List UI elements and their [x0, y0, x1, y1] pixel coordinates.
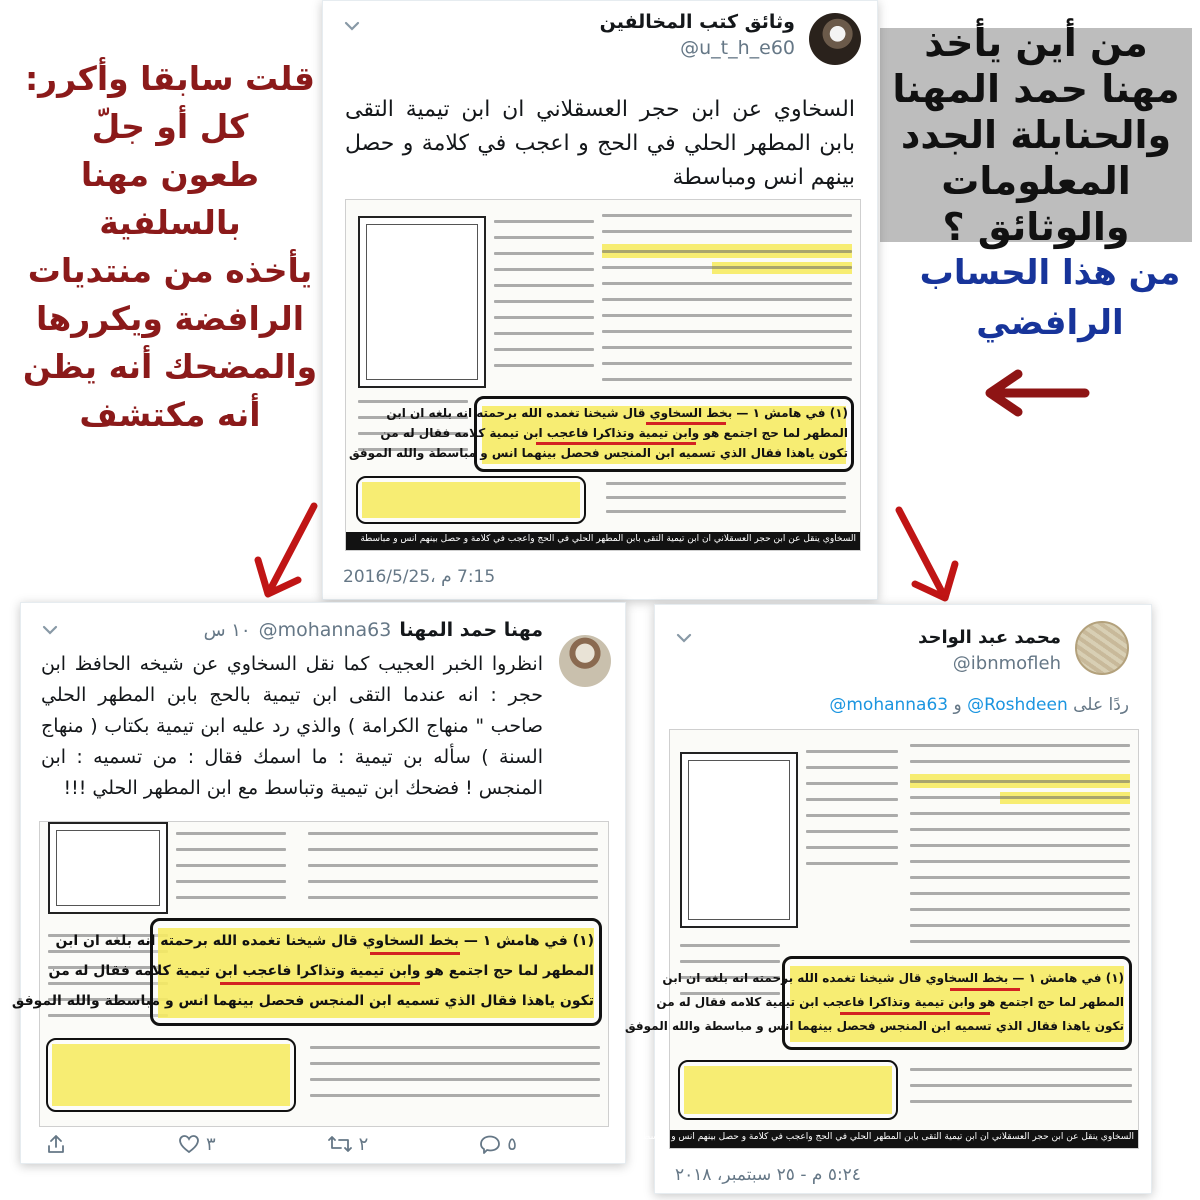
handle[interactable]: @mohanna63	[258, 619, 392, 641]
tweet-actions	[45, 1131, 517, 1157]
reply-prefix: ردًا على	[1073, 695, 1129, 715]
source-caption-line-2: الرافضي	[976, 303, 1124, 343]
time-ago[interactable]: ١٠ س	[203, 620, 251, 641]
commentary-line-6: والمضحك أنه يظن	[22, 347, 318, 386]
display-name[interactable]: وثائق كتب المخالفين	[599, 11, 795, 33]
commentary-line-5: الرافضة ويكررها	[35, 299, 305, 338]
reply-user-link[interactable]: @Roshdeen	[967, 695, 1068, 715]
book-cover-image	[358, 216, 486, 388]
left-pointing-arrow-icon	[980, 368, 1090, 418]
document-caption-bar: السخاوي ينقل عن ابن حجر العسقلاني ان ابن تيمية التقى بابن المطهر الحلي في الحج واعجب في كلامة و حصل بينهم انس و مباسطة	[670, 1130, 1138, 1148]
reply-user-link[interactable]: @mohanna63	[829, 695, 949, 715]
chevron-down-icon[interactable]	[39, 619, 61, 641]
chevron-down-icon[interactable]	[341, 15, 363, 37]
reply-button[interactable]	[479, 1133, 517, 1155]
passage-line-2: المطهر لما حج اجتمع هو وابن تيمية وتذاكرا فاعجب ابن تيمية كلامه فقال له من	[48, 963, 594, 979]
tweet-timestamp[interactable]: 7:15 م ،2016/5/25	[343, 567, 496, 587]
like-count: ٣	[205, 1133, 216, 1155]
display-name[interactable]: مهنا حمد المهنا	[399, 619, 543, 641]
chevron-down-icon[interactable]	[673, 627, 695, 649]
passage-line-1: (١) في هامش ١ — بخط السخاوي قال شيخنا تغمده الله برحمته انه بلغه ان ابن	[55, 933, 594, 949]
question-line-2: مهنا حمد المهنا	[892, 67, 1180, 111]
commentary-line-3: طعون مهنا بالسلفية	[80, 155, 260, 242]
top-tweet-card[interactable]	[322, 0, 878, 600]
down-left-arrow-icon	[248, 498, 328, 608]
source-account-caption	[905, 248, 1195, 348]
ibnmofleh-tweet-card[interactable]	[624, 604, 1152, 1194]
handle[interactable]: @u_t_h_e60	[680, 37, 795, 59]
commentary-line-4: يأخذه من منتديات	[27, 251, 313, 290]
commentary-line-7: أنه مكتشف	[79, 395, 261, 434]
reply-and: و	[953, 695, 962, 715]
like-icon	[178, 1133, 200, 1155]
book-cover-image	[680, 752, 798, 928]
source-caption-line-1: من هذا الحساب	[919, 253, 1181, 293]
passage-line-2: المطهر لما حج اجتمع هو وابن تيمية وتذاكرا فاعجب ابن تيمية كلامه فقال له من	[380, 426, 848, 440]
passage-line-1: (١) في هامش ١ — بخط السخاوي قال شيخنا تغمده الله برحمته انه بلغه ان ابن	[662, 971, 1124, 985]
commentary-caption	[20, 55, 320, 439]
passage-line-1: (١) في هامش ١ — بخط السخاوي قال شيخنا تغمده الله برحمته انه بلغه ان ابن	[386, 406, 848, 420]
share-button[interactable]	[45, 1133, 67, 1155]
display-name[interactable]: محمد عبد الواحد	[918, 627, 1061, 648]
avatar[interactable]	[809, 13, 861, 65]
handle[interactable]: @ibnmofleh	[952, 653, 1061, 674]
avatar[interactable]	[1075, 621, 1129, 675]
document-image[interactable]	[624, 729, 1139, 1149]
passage-line-2: المطهر لما حج اجتمع هو وابن تيمية وتذاكرا فاعجب ابن تيمية كلامه فقال له من	[656, 995, 1124, 1009]
reply-icon	[479, 1133, 501, 1155]
retweet-icon	[327, 1133, 353, 1155]
avatar[interactable]	[559, 635, 611, 687]
passage-line-3: تكون ياهذا فقال الذي تسميه ابن المنجس فحصل بينهما انس و مباسطة والله الموفق	[11, 993, 594, 1009]
passage-line-3: تكون ياهذا فقال الذي تسميه ابن المنجس فحصل بينهما انس و مباسطة والله الموفق	[624, 1019, 1124, 1033]
like-button[interactable]	[178, 1133, 216, 1155]
book-cover-image	[48, 822, 168, 914]
mohanna-tweet-card[interactable]	[11, 602, 626, 1164]
share-icon	[45, 1133, 67, 1155]
down-right-arrow-icon	[885, 502, 965, 612]
tweet-text: انظروا الخبر العجيب كما نقل السخاوي عن شيخه الحافظ ابن حجر : انه عندما التقى ابن تيمية بالحج بابن المطهر الحلي صاحب " منهاج الكرامة ) والذي رد عليه ابن تيمية بكتاب ( منهاج السنة ) سأله بن تيمية : ما اسمك فقال : من تسميه : ابن المنجس ! فضحك ابن تيمية وتباسط مع ابن المطهر الحلي !!!	[41, 653, 543, 799]
tweet-text: السخاوي عن ابن حجر العسقلاني ان ابن تيمية التقى بابن المطهر الحلي في الحج و اعجب في كلامة و حصل بينهم انس ومباسطة	[345, 97, 855, 190]
retweet-count: ٢	[358, 1133, 369, 1155]
commentary-line-1: قلت سابقا وأكرر:	[24, 59, 316, 98]
passage-line-3: تكون ياهذا فقال الذي تسميه ابن المنجس فحصل بينهما انس و مباسطة والله الموفق	[348, 446, 848, 460]
tweet-timestamp[interactable]: ٥:٢٤ م - ٢٥ سبتمبر، ٢٠١٨	[675, 1165, 861, 1185]
commentary-line-2: كل أو جلّ	[91, 107, 249, 146]
question-line-4: المعلومات والوثائق ؟	[941, 159, 1131, 249]
document-caption-bar: السخاوي ينقل عن ابن حجر العسقلاني ان ابن تيمية التقى بابن المطهر الحلي في الحج واعجب في كلامة و حصل بينهم انس و مباسطة	[346, 532, 860, 550]
retweet-button[interactable]	[327, 1133, 369, 1155]
reply-count: ٥	[507, 1133, 517, 1155]
reply-to-line	[829, 695, 1129, 715]
document-image[interactable]	[345, 199, 861, 551]
question-line-1: من أين يأخذ	[924, 21, 1148, 65]
question-caption-box	[880, 21, 1192, 249]
document-image[interactable]	[11, 821, 609, 1127]
question-line-3: والحنابلة الجدد	[900, 113, 1172, 157]
